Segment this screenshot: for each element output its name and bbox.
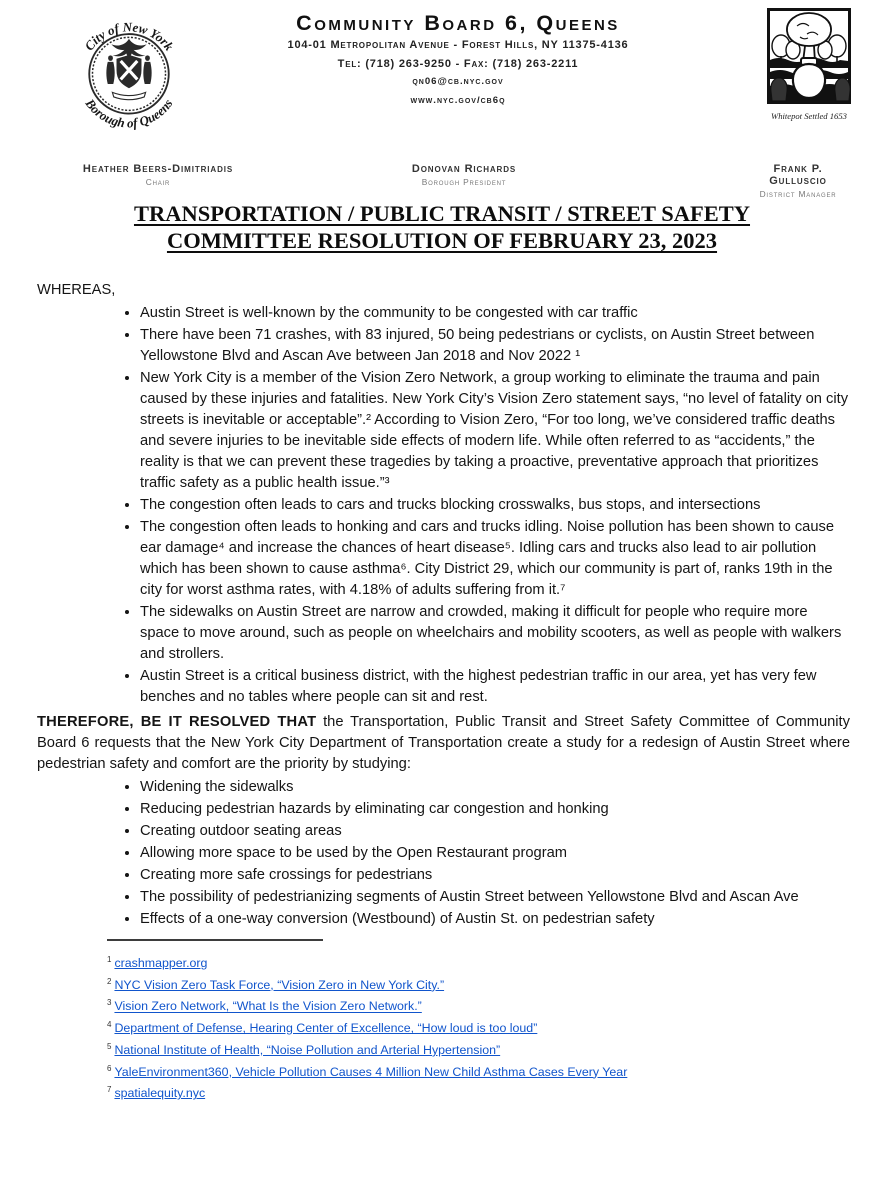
official-title: Chair [145, 177, 171, 187]
seal-text-top: City of New York [81, 19, 177, 54]
whitepot-woodcut-icon [767, 8, 851, 104]
footnote-link[interactable]: Department of Defense, Hearing Center of Excellence, “How loud is too loud” [114, 1021, 538, 1036]
footnote-number: 1 [107, 955, 112, 964]
resolved-rest: the Transportation, Public Transit and Street Safety Committee of Community Board 6 requests that the New York City Department of Transportation create a study for a redesign of Austin Street where pedestrian safety and comfort are the priority by studying: [37, 714, 850, 772]
footnote-number: 4 [107, 1020, 112, 1030]
official-title: District Manager [759, 189, 837, 199]
whitepot-emblem [766, 8, 852, 121]
official-name: Donovan Richards [411, 163, 517, 175]
whereas-item: • The congestion often leads to cars and trucks blocking crosswalks, bus stops, and intersections [140, 495, 850, 516]
footnote-item [107, 1016, 884, 1038]
whereas-item: • New York City is a member of the Vision Zero Network, a group working to eliminate the trauma and pain caused by these injuries and fatalities. New York City’s Vision Zero statement says, “no level of fatality on city streets is inevitable or acceptable”.² According to Vision Zero, “For too long, we’ve considered traffic deaths and severe injuries to be inevitable side effects of modern life. While often referred to as “accidents,” the reality is that we can prevent these tragedies by taking a proactive, preventative approach that prioritizes traffic safety as a public health issue.”³ [140, 368, 850, 494]
study-list [37, 777, 850, 930]
footnote-item [107, 1060, 884, 1082]
footnote-link[interactable]: crashmapper.org [114, 956, 208, 971]
footnote-number: 2 [107, 976, 112, 986]
official-borough-president [412, 163, 516, 187]
letterhead [0, 0, 884, 199]
study-item: • Reducing pedestrian hazards by eliminating car congestion and honking [140, 799, 850, 820]
official-name: Frank P. Gulluscio [769, 163, 827, 187]
whereas-label: WHEREAS, [37, 282, 116, 298]
whereas-item: • Austin Street is well-known by the community to be congested with car traffic [140, 303, 850, 324]
study-item: • The possibility of pedestrianizing segments of Austin Street between Yellowstone Blvd and Ascan Ave [140, 887, 850, 908]
whereas-item: • The sidewalks on Austin Street are narrow and crowded, making it difficult for people who require more space to move around, such as people on wheelchairs and mobility scooters, as well as people with walkers and strollers. [140, 602, 850, 665]
footnote-number: 5 [107, 1041, 112, 1051]
footnote-item [107, 951, 884, 973]
org-website: www.nyc.gov/cb6q [410, 94, 506, 106]
resolved-clause [37, 712, 850, 775]
footnote-number: 3 [107, 998, 112, 1008]
study-item: • Effects of a one-way conversion (Westbound) of Austin St. on pedestrian safety [140, 909, 850, 930]
official-name: Heather Beers-Dimitriadis [82, 163, 234, 175]
footnote-link[interactable]: National Institute of Health, “Noise Pollution and Arterial Hypertension” [114, 1043, 501, 1057]
footnote-link[interactable]: Vision Zero Network, “What Is the Vision Zero Network.” [114, 999, 422, 1014]
resolution-title-line2: COMMITTEE RESOLUTION OF FEBRUARY 23, 2023 [166, 228, 718, 253]
footnote-number: 6 [107, 1063, 112, 1073]
footnote-link[interactable]: spatialequity.nyc [114, 1086, 206, 1101]
resolution-title-line1: TRANSPORTATION / PUBLIC TRANSIT / STREET SAFETY [133, 201, 751, 226]
study-item: • Creating outdoor seating areas [140, 821, 850, 842]
resolution-title [0, 200, 884, 254]
study-item: • Creating more safe crossings for pedestrians [140, 865, 850, 886]
footnote-item [107, 994, 884, 1016]
footnote-link[interactable]: YaleEnvironment360, Vehicle Pollution Causes 4 Million New Child Asthma Cases Every Year [114, 1064, 628, 1079]
footnote-number: 7 [107, 1085, 112, 1095]
study-item: • Allowing more space to be used by the Open Restaurant program [140, 843, 850, 864]
official-district-manager [755, 163, 841, 199]
whereas-item: • Austin Street is a critical business district, with the highest pedestrian traffic in our area, yet has very few benches and no tables where people can sit and rest. [140, 666, 850, 708]
seal-graphic [68, 4, 190, 140]
org-email: qn06@cb.nyc.gov [412, 76, 504, 87]
resolution-body [37, 280, 850, 930]
official-title: Borough President [421, 177, 507, 187]
resolved-lead: THEREFORE, BE IT RESOLVED THAT [37, 714, 317, 730]
footnotes-section [107, 939, 884, 1103]
study-item: • Widening the sidewalks [140, 777, 850, 798]
whereas-item: • The congestion often leads to honking and cars and trucks idling. Noise pollution has been shown to cause ear damage⁴ and increase the chances of heart disease⁵. Idling cars and trucks also lead to air pollution which has been shown to cause asthma⁶. City District 29, which our community is part of, ranks 19th in the city for worst asthma rates, with 4.18% of adults suffering from it.⁷ [140, 517, 850, 601]
footnote-item [107, 1081, 884, 1103]
nyc-queens-seal-icon [68, 4, 190, 140]
letterhead-center [192, 10, 724, 110]
whereas-list [37, 303, 850, 708]
official-chair [83, 163, 233, 187]
org-address-line: 104-01 Metropolitan Avenue - Forest Hills, NY 11375-4136 [287, 39, 629, 51]
whereas-item: • There have been 71 crashes, with 83 injured, 50 being pedestrians or cyclists, on Austin Street between Yellowstone Blvd and Ascan Ave between Jan 2018 and Nov 2022 ¹ [140, 325, 850, 367]
org-name: Community Board 6, Queens [296, 11, 620, 35]
footnote-item [107, 973, 884, 995]
footnote-item [107, 1038, 884, 1060]
seal-text-bottom: Borough of Queens [82, 95, 176, 131]
footnote-separator [107, 939, 323, 941]
footnote-link[interactable]: NYC Vision Zero Task Force, “Vision Zero in New York City.” [114, 977, 445, 992]
org-phone-line: Tel: (718) 263-9250 - Fax: (718) 263-2211 [337, 57, 579, 70]
whitepot-caption: Whitepot Settled 1653 [771, 111, 847, 121]
